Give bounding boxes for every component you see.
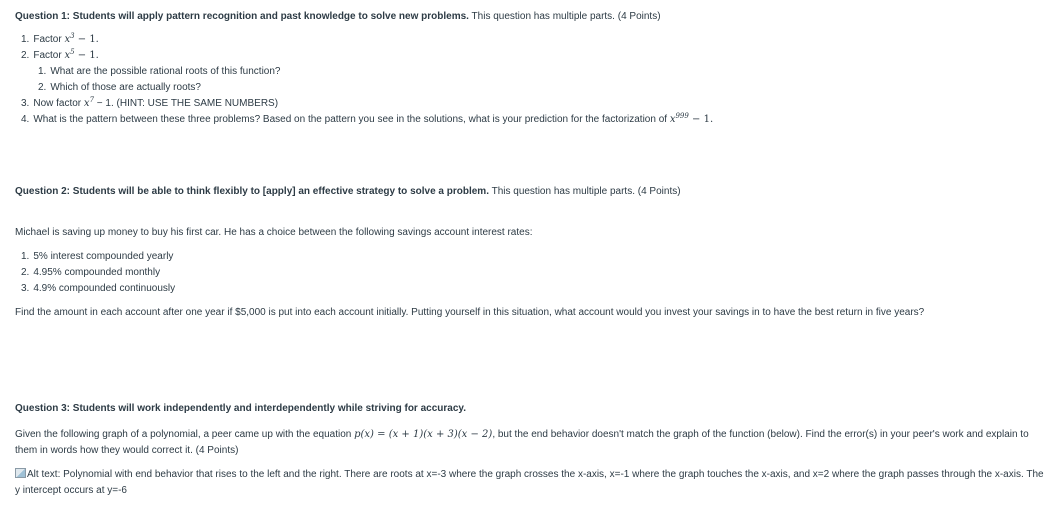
list-item: 3. 4.9% compounded continuously [21,283,176,294]
question-2-prompt: Find the amount in each account after one year if $5,000 is put into each account initially. Putting yourself in this situation, what account would you invest your savings in to have the best return in five years? [15,307,925,318]
list-item: 3. Now factor $x^7 - 1$. (HINT: USE THE SAME NUMBERS) [21,96,279,109]
question-2-body [15,225,1044,321]
question-1-list [15,32,1044,128]
math-expression: $x^{999} - 1$. [669,112,714,125]
question-3-body: Given the following graph of a polynomial, a peer came up with the equation p(x) = (x + 1)(x + 3)(x − 2), but the end behavior doesn't match the graph of the function (below). Find the error(s) in your peer's work and explain to them in words how they would correct it. (4 Points) [15,429,1029,456]
list-item: 1. Factor $x^3 - 1$. [21,32,99,45]
list-item: 1. What are the possible rational roots of this function? [38,66,281,77]
list-item: 2. Which of those are actually roots? [38,82,201,93]
graph-image-placeholder [15,467,1044,499]
list-item: 4. What is the pattern between these three problems? Based on the pattern you see in the solutions, what is your prediction for the factorization of $x^{999} - 1$. [21,112,714,125]
broken-image-icon [15,468,26,478]
math-expression: $x^7$ [83,96,95,109]
math-expression: $x^5 - 1$. [64,48,99,61]
question-2-points: This question has multiple parts. (4 Points) [488,186,681,197]
question-1-title: Question 1: Students will apply pattern recognition and past knowledge to solve new problems. [15,11,469,22]
question-2-intro: Michael is saving up money to buy his first car. He has a choice between the following savings account interest rates: [15,227,533,238]
math-expression: $x^3 - 1$. [64,32,99,45]
graph-alt-text: Alt text: Polynomial with end behavior that rises to the left and the right. There are roots at x=-3 where the graph crosses the x-axis, x=-1 where the graph touches the x-axis, and x=2 where the graph passes through the x-axis. The y intercept occurs at y=-6 [15,469,1044,496]
peer-equation: p(x) = (x + 1)(x + 3)(x − 2) [354,429,493,440]
question-2-title: Question 2: Students will be able to think flexibly to [apply] an effective strategy to solve a problem. [15,186,489,197]
question-3 [15,401,1044,499]
question-1-points: This question has multiple parts. (4 Points) [468,11,661,22]
question-3-title: Question 3: Students will work independently and interdependently while striving for accuracy. [15,403,467,414]
list-item: 2. Factor $x^5 - 1$. [21,48,99,61]
list-item: 1. 5% interest compounded yearly [21,251,174,262]
question-1 [15,9,1044,128]
question-2-options [15,249,1044,297]
list-item: 2. 4.95% compounded monthly [21,267,161,278]
question-2 [15,184,1044,200]
